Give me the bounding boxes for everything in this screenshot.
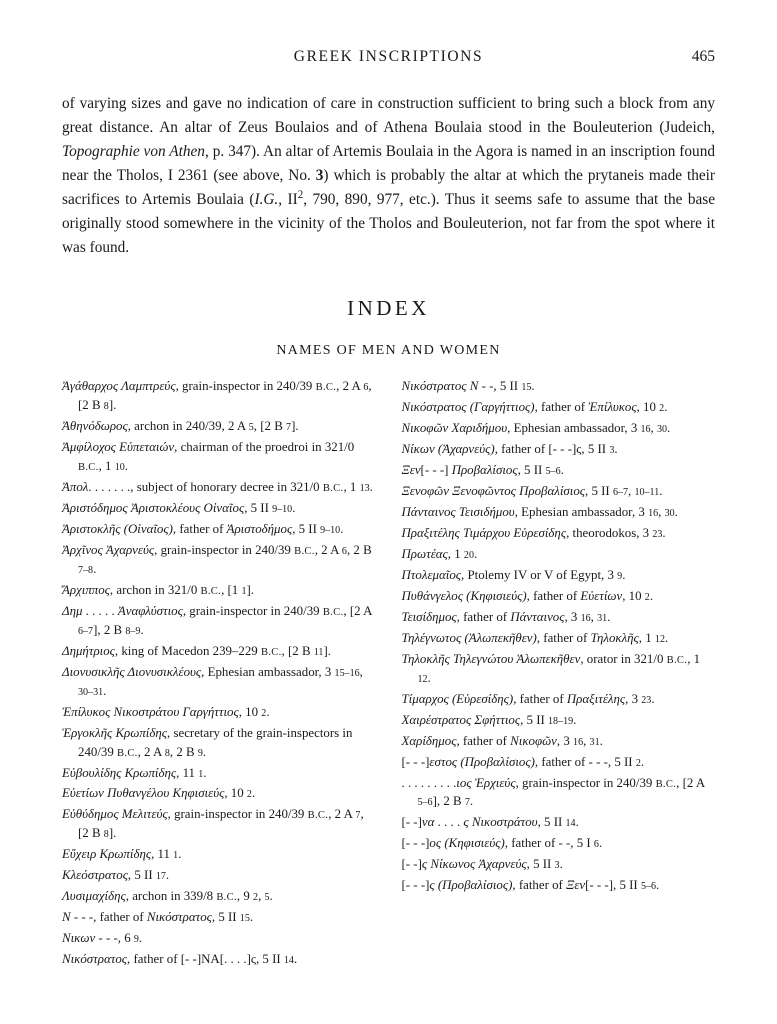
- page-number: 465: [691, 48, 715, 65]
- index-entry: Ἑργοκλῆς Κρωπίδης, secretary of the grain-inspectors in 240/39 B.C., 2 A 8, 2 B 9.: [62, 725, 353, 759]
- index-entry: Τίμαρχος (Εὑρεσίδης), father of Πραξιτέλης, 3 23.: [401, 691, 655, 706]
- index-entry: Νικων - - -, 6 9.: [62, 931, 143, 946]
- index-entry: Ἀριστόδημος Ἀριστοκλέους Οἰναῖος, 5 II 9–10.: [62, 500, 296, 515]
- index-entry: Πτολεμαῖος, Ptolemy IV or V of Egypt, 3 9.: [401, 567, 626, 582]
- index-entry: Εὐθύδημος Μελιτεύς, grain-inspector in 240/39 B.C., 2 A 7, [2 B 8].: [62, 807, 364, 841]
- index-entry: Τηλέγνωτος (Ἁλωπεκῆθεν), father of Τηλοκλῆς, 1 12.: [401, 630, 669, 645]
- index-entry: [- - -]ς (Προβαλίσιος), father of Ξεν[- - -], 5 II 5–6.: [401, 878, 660, 893]
- index-entry: [- - -]ος (Κηφισιεύς), father of - -, 5 I 6.: [401, 836, 603, 851]
- index-entry: Χαρίδημος, father of Νικοφῶν, 3 16, 31.: [401, 733, 603, 748]
- index-entry: Ν - - -, father of Νικόστρατος, 5 II 15.: [62, 910, 254, 925]
- index-entry: Πάνταινος Τεισιδήμου, Ephesian ambassador, 3 16, 30.: [401, 504, 678, 519]
- index-entry: Νίκων (Ἀχαρνεύς), father of [- - -]ς, 5 II 3.: [401, 442, 618, 457]
- index-entry: Νικόστρατος Ν - -, 5 II 15.: [401, 379, 535, 394]
- index-column-right: [402, 377, 716, 897]
- index-entry: Δημ . . . . . Ἀναφλύστιος, grain-inspector in 240/39 B.C., [2 A 6–7], 2 B 8–9.: [62, 603, 372, 637]
- index-section-heading: NAMES OF MEN AND WOMEN: [276, 343, 501, 359]
- body-text: [62, 92, 715, 260]
- index-entry: Τεισίδημος, father of Πάνταινος, 3 16, 31.: [401, 609, 611, 624]
- index-entry: Χαιρέστρατος Σφήττιος, 5 II 18–19.: [401, 712, 577, 727]
- running-head-title: GREEK INSCRIPTIONS: [293, 48, 484, 65]
- index-entry: Λυσιμαχίδης, archon in 339/8 B.C., 9 2, 5.: [62, 889, 273, 904]
- index-entry: Νικοφῶν Χαριδήμου, Ephesian ambassador, 3 16, 30.: [401, 421, 671, 436]
- index-entry: Τηλοκλῆς Τηλεγνώτου Ἁλωπεκῆθεν, orator in 321/0 B.C., 1 12.: [401, 651, 701, 685]
- index-entry: Πρωτέας, 1 20.: [401, 546, 478, 561]
- index-entry: Ἄρχιππος, archon in 321/0 B.C., [1 1].: [62, 582, 255, 597]
- index-entry: Νικόστρατος (Γαργήττιος), father of Ἐπίλυκος, 10 2.: [401, 400, 668, 415]
- index-entry: [- -]να . . . . ς Νικοστράτου, 5 II 14.: [401, 815, 579, 830]
- index-entry: Κλεόστρατος, 5 II 17.: [62, 868, 170, 883]
- index-entry: Ἀριστοκλῆς (Οἰναῖος), father of Ἀριστοδήμος, 5 II 9–10.: [62, 521, 344, 536]
- index-entry: Εὐβουλίδης Κρωπίδης, 11 1.: [62, 765, 207, 780]
- index-entry: Ξεν[- - -] Προβαλίσιος, 5 II 5–6.: [401, 462, 564, 477]
- index-entry: . . . . . . . . .ιος Ἐρχιεύς, grain-inspector in 240/39 B.C., [2 A 5–6], 2 B 7.: [401, 775, 705, 809]
- index-entry: Ἀγάθαρχος Λαμπτρεύς, grain-inspector in 240/39 B.C., 2 A 6, [2 B 8].: [62, 379, 372, 413]
- index-entry: Διονυσικλῆς Διονυσικλέους, Ephesian ambassador, 3 15–16, 30–31.: [62, 664, 363, 698]
- index-columns: [62, 377, 715, 971]
- body-paragraph: of varying sizes and gave no indication of care in construction sufficient to bring such a block from any great distance. An altar of Zeus Boulaios and of Athena Boulaia stood in the Bouleuterion (Judeich, Topographie von Athen, p. 347). An altar of Artemis Boulaia in the Agora is named in an inscription found near the Tholos, I 2361 (see above, No. 3) which is probably the altar at which the prytaneis made their sacrifices to Artemis Boulaia (I.G., $II^2$, 790, 890, 977, etc.). Thus it seems safe to assume that the base originally stood somewhere in the vicinity of the Tholos and Bouleuterion, not far from the spot where it was found.: [62, 95, 715, 257]
- index-entry: Νικόστρατος, father of [- -]ΝΑ[. . . .]ς, 5 II 14.: [62, 952, 298, 967]
- index-entry: Ἀμφίλοχος Εὐπεταιών, chairman of the proedroi in 321/0 B.C., 1 10.: [62, 440, 355, 473]
- index-entry: Ἀθηνόδωρος, archon in 240/39, 2 A 5, [2 B 7].: [62, 419, 299, 434]
- index-entry: Δημήτριος, king of Macedon 239–229 B.C., [2 B 11].: [62, 643, 331, 658]
- index-entry: Πυθάνγελος (Κηφισιεύς), father of Εὐετίων, 10 2.: [401, 588, 654, 603]
- running-head: [62, 48, 715, 66]
- index-entry: [- -]ς Νίκωνος Ἀχαρνεύς, 5 II 3.: [401, 857, 563, 872]
- index-entry: [- - -]εστος (Προβαλίσιος), father of - - -, 5 II 2.: [401, 754, 645, 769]
- index-column-left: [62, 377, 376, 971]
- index-entry: Ἀπολ. . . . . . ., subject of honorary decree in 321/0 B.C., 1 13.: [62, 479, 373, 494]
- index-entry: Ἀρχῖνος Ἀχαρνεύς, grain-inspector in 240/39 B.C., 2 A 6, 2 B 7–8.: [62, 542, 372, 576]
- index-entry: Εὔχειρ Κρωπίδης, 11 1.: [62, 847, 182, 862]
- index-entry: Εὐετίων Πυθανγέλου Κηφισιεύς, 10 2.: [62, 786, 256, 801]
- index-entry: Ἐπίλυκος Νικοστράτου Γαργήττιος, 10 2.: [62, 704, 270, 719]
- index-title: INDEX: [347, 296, 430, 321]
- index-entry: Ξενοφῶν Ξενοφῶντος Προβαλίσιος, 5 II 6–7, 10–11.: [401, 483, 663, 498]
- index-entry: Πραξιτέλης Τιμάρχου Εὑρεσίδης, theorodokos, 3 23.: [401, 525, 666, 540]
